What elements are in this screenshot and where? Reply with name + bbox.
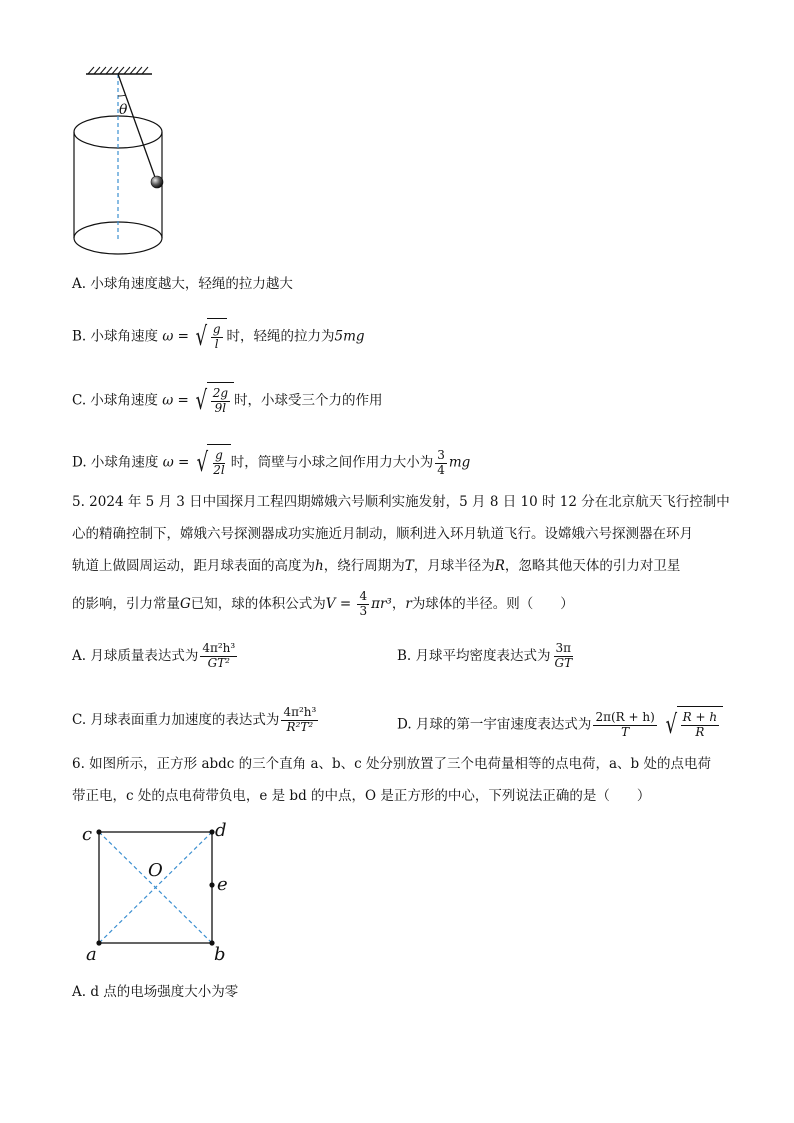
vertex-label-d: d [215, 820, 227, 841]
q4-option-b: B. 小球角速度 ω = √ $\frac{g}{l}$ 时，轻绳的拉力为5mg [72, 318, 365, 356]
vertex-label-a: a [86, 944, 97, 965]
vertex-label-c: c [82, 824, 93, 845]
q5-option-b: B. 月球平均密度表达式为 $\frac{3\pi}{GT}$ [397, 641, 573, 670]
q5-stem-line1: 5. 2024 年 5 月 3 日中国探月工程四期嫦娥六号顺利实施发射，5 月 8 日 10 时 12 分在北京航天飞行控制中 [72, 494, 730, 510]
q4-option-c: C. 小球角速度 ω = √ $\frac{2g}{9l}$ 时，小球受三个力的作用 [72, 382, 383, 420]
sqrt-expression: √ $\frac{g}{l}$ [193, 318, 226, 356]
sqrt-expression: √ $\frac{R + h}{R}$ [663, 706, 723, 744]
cylinder-pendulum-figure [70, 66, 170, 258]
center-label-o: O [148, 860, 163, 881]
sqrt-expression: √ $\frac{g}{2l}$ [194, 444, 231, 482]
q6-stem-line1: 6. 如图所示，正方形 abdc 的三个直角 a、b、c 处分别放置了三个电荷量相等的点电荷，a、b 处的点电荷 [72, 756, 711, 772]
q5-stem-line4: 的影响，引力常量G已知，球的体积公式为V = $\frac{4}{3}$ πr³，r为球体的半径。则（ ） [72, 589, 574, 618]
q5-option-d: D. 月球的第一宇宙速度表达式为 $\frac{2\pi(R + h)}{T}$ √ $\frac{R + h}{R}$ [397, 706, 723, 744]
q5-option-a: A. 月球质量表达式为 $\frac{\text{4π²h³}}{\text{GT²}}$ [72, 641, 236, 670]
q5-stem-line3: 轨道上做圆周运动，距月球表面的高度为h，绕行周期为T，月球半径为R，忽略其他天体的引力对卫星 [72, 558, 681, 574]
q5-option-c: C. 月球表面重力加速度的表达式为 $\frac{\text{4π²h³}}{\text{R²T²}}$ [72, 705, 317, 734]
q4-option-d: D. 小球角速度 ω = √ $\frac{g}{2l}$ 时，筒壁与小球之间作用力大小为 $\frac{3}{4}$ mg [72, 444, 470, 482]
q6-stem-line2: 带正电，c 处的点电荷带负电，e 是 bd 的中点，O 是正方形的中心，下列说法正确的是（ ） [72, 788, 651, 804]
q4-option-a: A. 小球角速度越大，轻绳的拉力越大 [72, 276, 293, 292]
theta-label: θ [119, 102, 128, 118]
q5-stem-line2: 心的精确控制下，嫦娥六号探测器成功实施近月制动，顺利进入环月轨道飞行。设嫦娥六号探测器在环月 [72, 526, 693, 542]
midpoint-label-e: e [217, 874, 228, 895]
q6-option-a: A. d 点的电场强度大小为零 [72, 984, 239, 1000]
vertex-label-b: b [214, 944, 226, 965]
sqrt-expression: √ $\frac{2g}{9l}$ [193, 382, 234, 420]
